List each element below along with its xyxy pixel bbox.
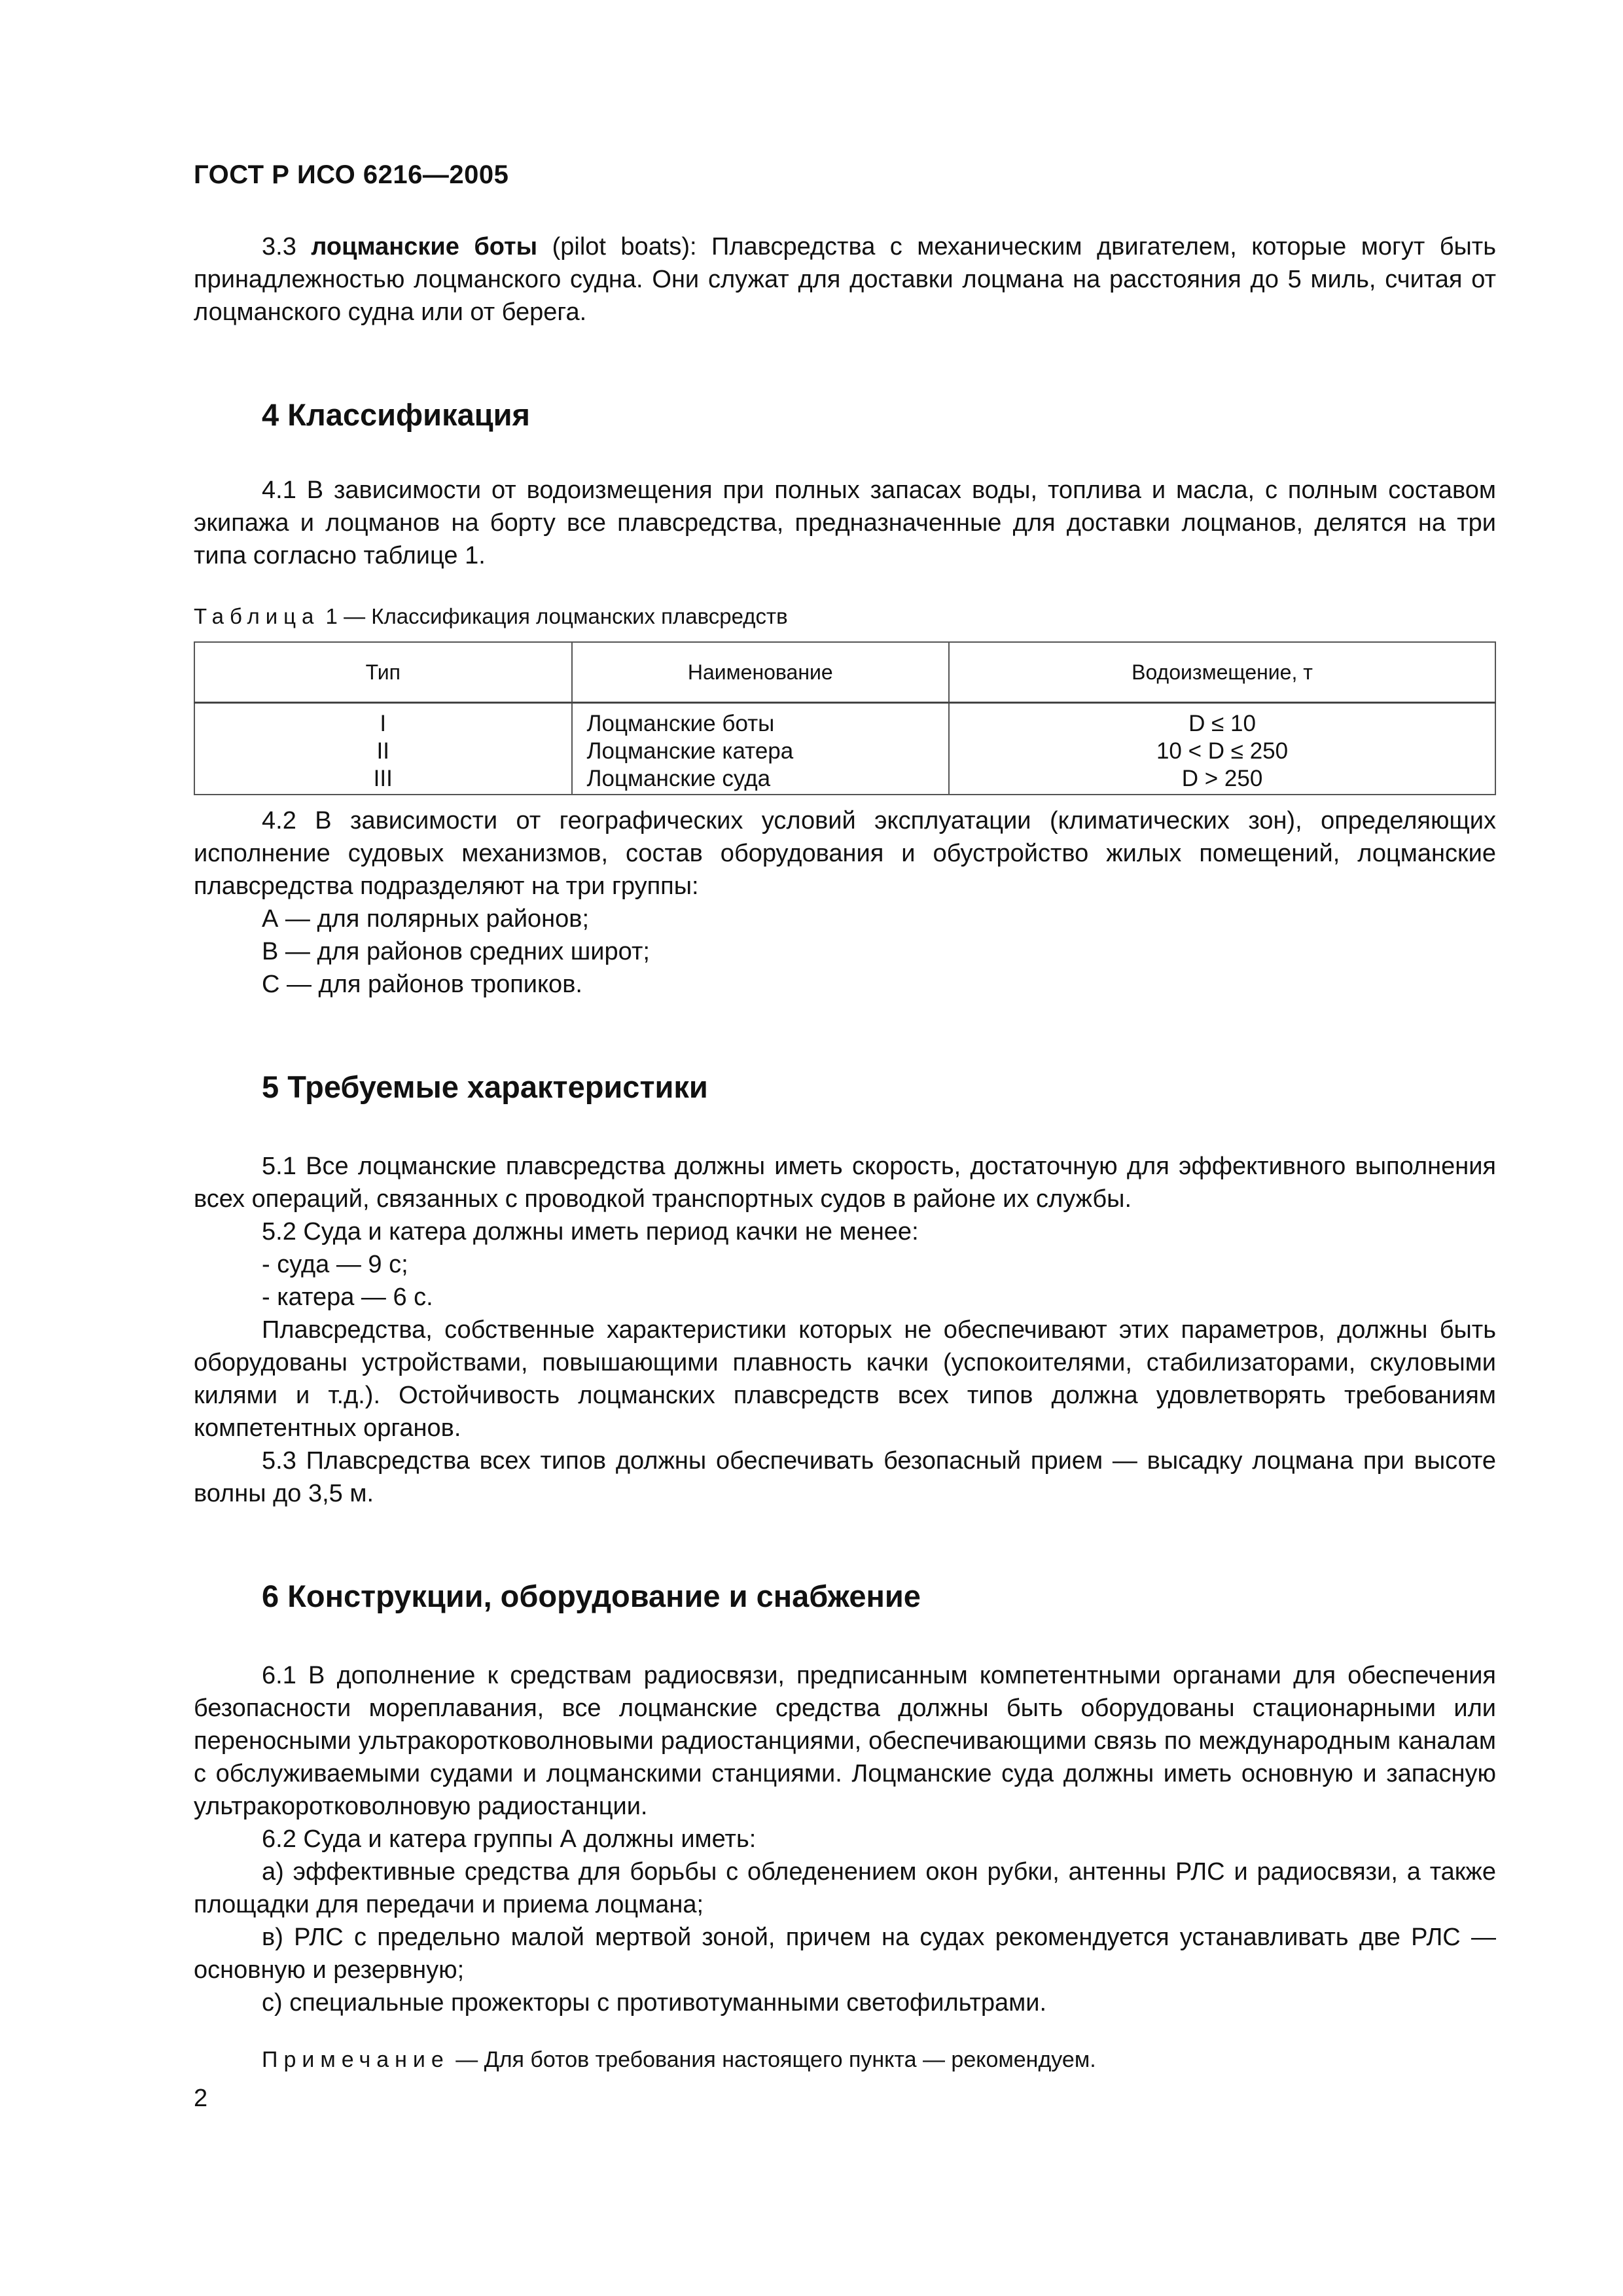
page-number: 2 xyxy=(194,2085,208,2112)
clause-5-2-continued: Плавсредства, собственные характеристики которых не обеспечивают этих параметров, должны быть оборудованы устройствами, повышающими плавность качки (успокоителями, стабилизаторами, скуловыми килями и т.д.). Остойчивость лоцманских плавсредств всех типов должна удовлетворять требованиям компетентных органов. xyxy=(194,1316,1496,1442)
document-header: ГОСТ Р ИСО 6216—2005 xyxy=(194,160,509,189)
table-caption xyxy=(194,602,1496,631)
column-header-type: Тип xyxy=(194,642,572,703)
section-heading-6: 6 Конструкции, оборудование и снабжение xyxy=(262,1579,921,1613)
cell-displacement: D > 250 xyxy=(949,765,1495,795)
cell-name: Лоцманские суда xyxy=(572,765,950,795)
section-heading-5: 5 Требуемые характеристики xyxy=(262,1069,708,1104)
table-caption-label: Таблица xyxy=(194,604,320,628)
clause-5-2: 5.2 Суда и катера должны иметь период качки не менее: xyxy=(262,1218,919,1246)
group-item: А — для полярных районов; xyxy=(262,905,590,933)
definition-3-3 xyxy=(194,230,1496,329)
clause-6-1: 6.1 В дополнение к средствам радиосвязи, предписанным компетентными органами для обеспечения безопасности мореплавания, все лоцманские средства должны быть оборудованы стационарными или переносными ультракоротковолновыми радиостанциями, обеспечивающими связь по международным каналам с обслуживаемыми судами и лоцманскими станциями. Лоцманские суда должны иметь основную и запасную ультракоротковолновую радиостанции. xyxy=(194,1662,1496,1820)
cell-type: I xyxy=(194,703,572,738)
clause-5-1: 5.1 Все лоцманские плавсредства должны иметь скорость, достаточную для эффективного выполнения всех операций, связанных с проводкой транспортных судов в районе их службы. xyxy=(194,1153,1496,1213)
note-text: — Для ботов требования настоящего пункта — рекомендуем. xyxy=(449,2047,1096,2072)
clause-6-2: 6.2 Суда и катера группы А должны иметь: xyxy=(262,1825,757,1853)
table-row xyxy=(194,765,1495,795)
cell-type: II xyxy=(194,738,572,765)
classification-table xyxy=(194,641,1496,795)
table-header-row xyxy=(194,642,1495,703)
table-row xyxy=(194,703,1495,738)
list-item: в) РЛС с предельно малой мертвой зоной, причем на судах рекомендуется устанавливать две РЛС — основную и резервную; xyxy=(194,1924,1496,1984)
list-item: - катера — 6 с. xyxy=(262,1283,433,1311)
section-heading-4: 4 Классификация xyxy=(262,397,530,432)
clause-4-2: 4.2 В зависимости от географических условий эксплуатации (климатических зон), определяющих исполнение судовых механизмов, состав оборудования и обустройство жилых помещений, лоцманские плавсредства подразделяют на три группы: xyxy=(194,807,1496,900)
column-header-name: Наименование xyxy=(572,642,950,703)
clause-5-3: 5.3 Плавсредства всех типов должны обеспечивать безопасный прием — высадку лоцмана при высоте волны до 3,5 м. xyxy=(194,1447,1496,1507)
cell-displacement: D ≤ 10 xyxy=(949,703,1495,738)
document-body xyxy=(194,230,1496,2074)
cell-name: Лоцманские катера xyxy=(572,738,950,765)
table-caption-text: 1 — Классификация лоцманских плавсредств xyxy=(319,604,788,628)
clause-4-1: 4.1 В зависимости от водоизмещения при полных запасах воды, топлива и масла, с полным составом экипажа и лоцманов на борту все плавсредства, предназначенные для доставки лоцманов, делятся на три типа согласно таблице 1. xyxy=(194,476,1496,569)
note xyxy=(194,2045,1496,2074)
group-item: С — для районов тропиков. xyxy=(262,971,582,998)
clause-number: 3.3 xyxy=(262,233,296,260)
defined-term: лоцманские боты xyxy=(311,233,538,260)
table-row xyxy=(194,738,1495,765)
cell-name: Лоцманские боты xyxy=(572,703,950,738)
list-item: - суда — 9 с; xyxy=(262,1251,408,1278)
note-label: Примечание xyxy=(262,2047,450,2072)
column-header-displacement: Водоизмещение, т xyxy=(949,642,1495,703)
list-item: а) эффективные средства для борьбы с обледенением окон рубки, антенны РЛС и радиосвязи, а также площадки для передачи и приема лоцмана; xyxy=(194,1858,1496,1918)
group-item: В — для районов средних широт; xyxy=(262,938,650,965)
cell-type: III xyxy=(194,765,572,795)
definition-text: (pilot boats): Плавсредства с механическим двигателем, которые могут быть принадлежностью лоцманского судна. Они служат для доставки лоцмана на расстояния до 5 миль, считая от лоцманского судна или от берега. xyxy=(194,233,1496,326)
list-item: с) специальные прожекторы с противотуманными светофильтрами. xyxy=(262,1989,1047,2017)
cell-displacement: 10 < D ≤ 250 xyxy=(949,738,1495,765)
